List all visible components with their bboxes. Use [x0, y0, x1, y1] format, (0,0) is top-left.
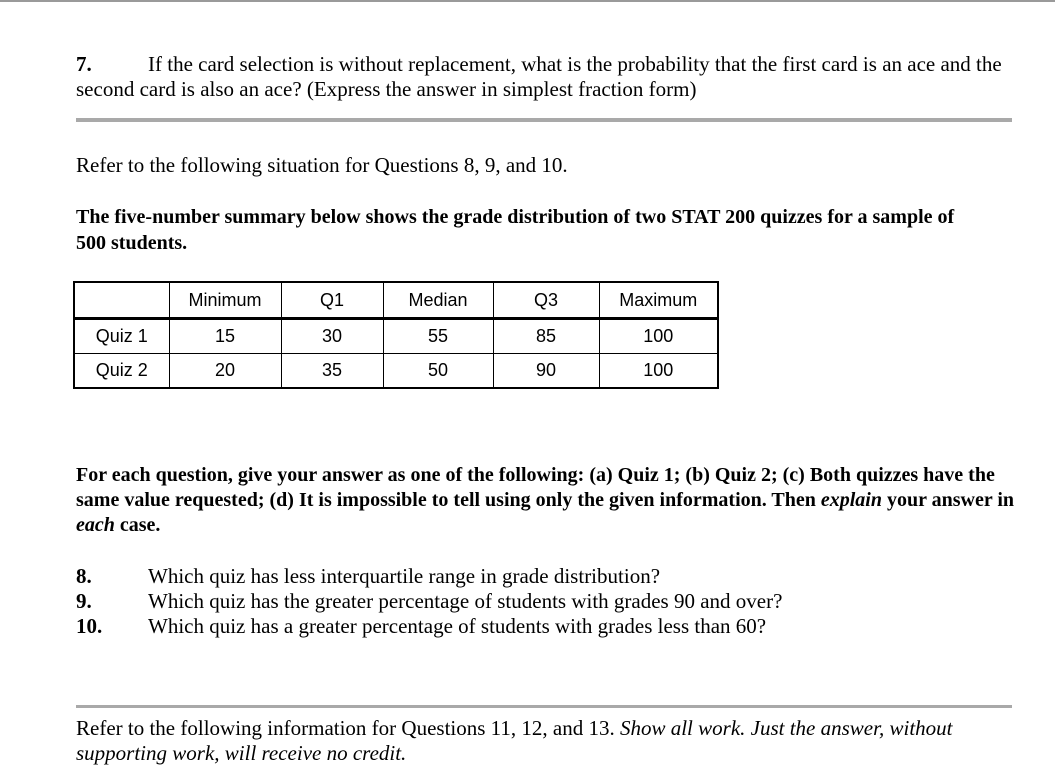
refer-2-plain: Refer to the following information for Questions 11, 12, and 13.	[76, 716, 620, 740]
question-7-number: 7.	[76, 52, 92, 76]
list-item	[76, 589, 782, 614]
instructions-part-1: For each question, give your answer as one of the following: (a) Quiz 1; (b) Quiz 2; (c) Both quizzes have the same value requested; (d) It is impossible to tell using only the given information. Then	[76, 464, 995, 511]
instructions-part-2: your answer in	[881, 489, 1015, 511]
row-label: Quiz 2	[74, 354, 169, 389]
instructions-part-3: case.	[114, 514, 161, 536]
header-maximum: Maximum	[599, 282, 718, 319]
top-divider	[0, 0, 1055, 2]
table-cell: 55	[383, 319, 493, 354]
section-divider	[76, 705, 1012, 708]
table-intro: The five-number summary below shows the grade distribution of two STAT 200 quizzes for a sample of 500 students.	[76, 206, 955, 254]
table-cell: 100	[599, 354, 718, 389]
question-7	[76, 52, 1026, 102]
five-number-summary-table	[73, 281, 719, 389]
question-text: Which quiz has the greater percentage of students with grades 90 and over?	[148, 589, 783, 613]
table-cell: 30	[281, 319, 383, 354]
list-item	[76, 614, 782, 639]
instructions-each: each	[76, 514, 115, 536]
refer-instruction-2	[76, 716, 1026, 766]
table-cell: 85	[493, 319, 599, 354]
list-item	[76, 564, 782, 589]
header-q3: Q3	[493, 282, 599, 319]
table-cell: 15	[169, 319, 281, 354]
question-text: Which quiz has a greater percentage of students with grades less than 60?	[148, 614, 767, 638]
table-row	[74, 319, 718, 354]
question-list	[76, 564, 782, 639]
refer-instruction: Refer to the following situation for Questions 8, 9, and 10.	[76, 153, 568, 177]
header-minimum: Minimum	[169, 282, 281, 319]
table-row	[74, 354, 718, 389]
question-number: 8.	[76, 564, 92, 588]
table-cell: 35	[281, 354, 383, 389]
table-cell: 90	[493, 354, 599, 389]
header-q1: Q1	[281, 282, 383, 319]
header-median: Median	[383, 282, 493, 319]
row-label: Quiz 1	[74, 319, 169, 354]
table-cell: 50	[383, 354, 493, 389]
answer-instructions	[76, 463, 1026, 538]
question-text: Which quiz has less interquartile range in grade distribution?	[148, 564, 661, 588]
instructions-explain: explain	[820, 489, 882, 511]
section-divider	[76, 118, 1012, 122]
question-7-text: If the card selection is without replacement, what is the probability that the first card is an ace and the second card is also an ace? (Express the answer in simplest fraction form)	[76, 52, 1002, 101]
table-cell: 20	[169, 354, 281, 389]
table-header-row	[74, 282, 718, 319]
table-cell: 100	[599, 319, 718, 354]
question-number: 9.	[76, 589, 92, 613]
refer-2-italic: Show all work. Just the answer, without supporting work, will receive no credit.	[76, 716, 953, 765]
question-number: 10.	[76, 614, 103, 638]
header-corner	[74, 282, 169, 319]
